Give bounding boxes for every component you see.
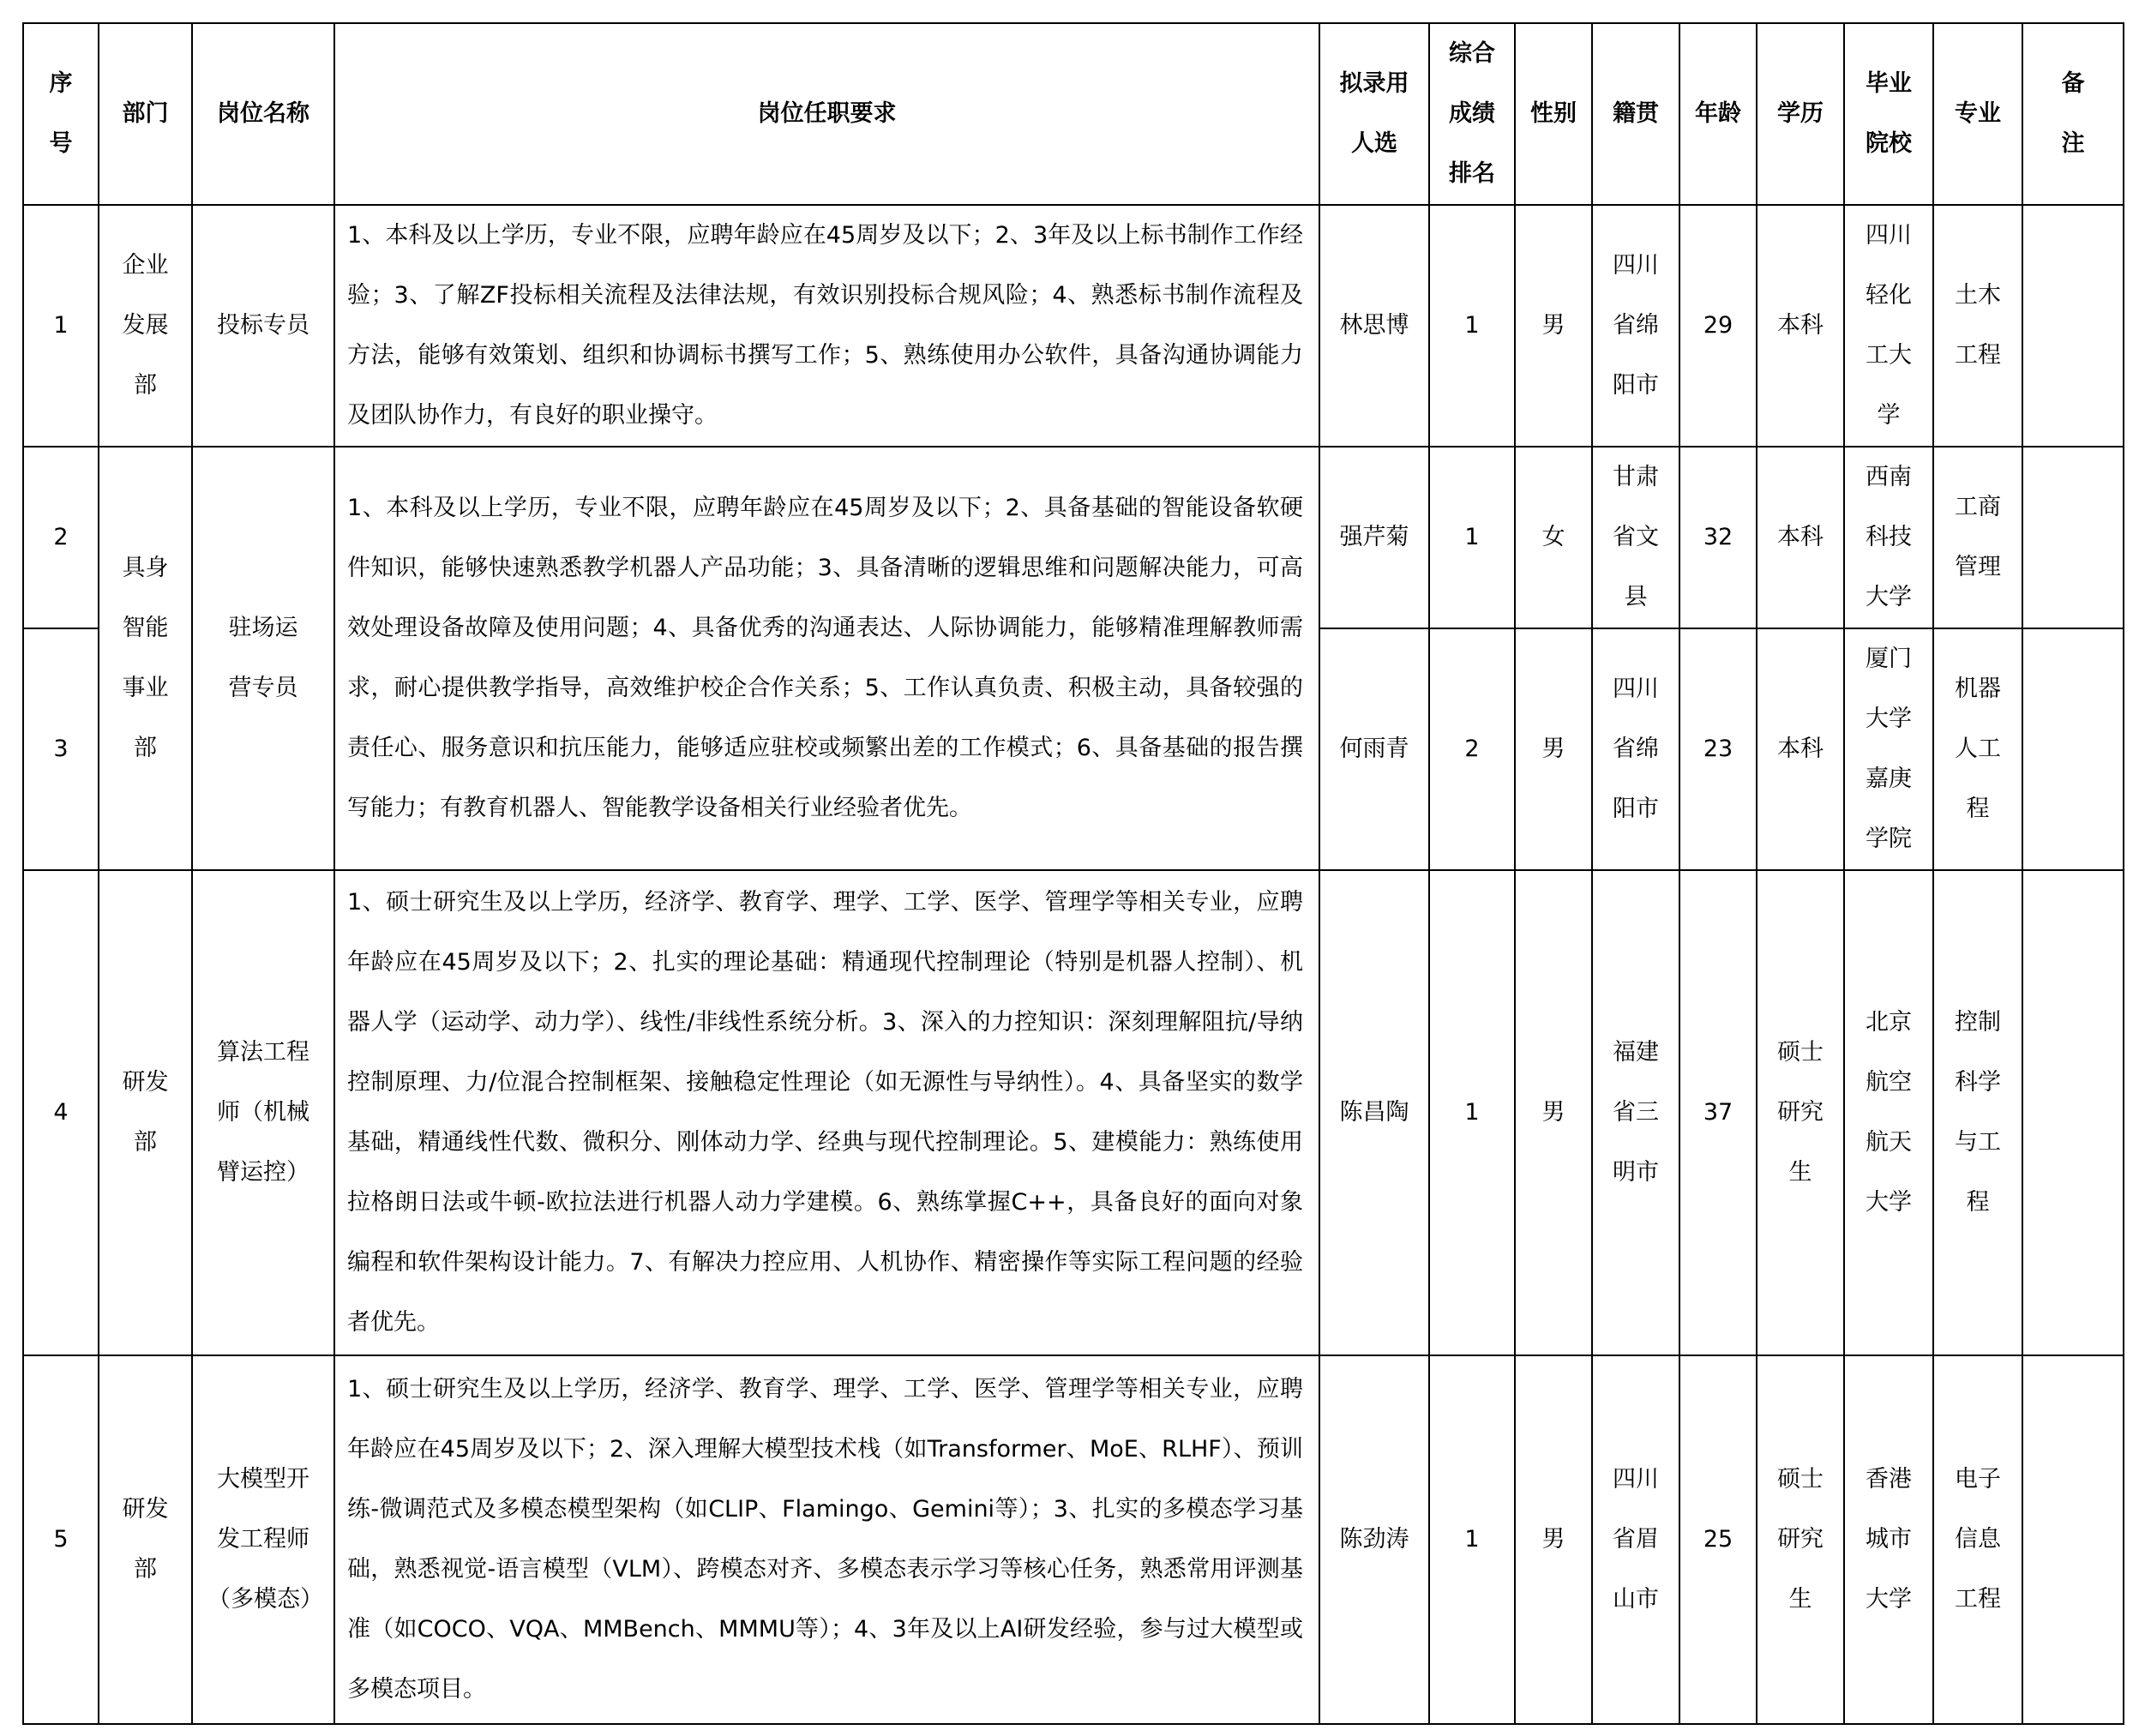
header-gender: 性别	[1515, 23, 1592, 205]
cell-origin: 四川省绵阳市	[1592, 205, 1679, 447]
cell-origin: 甘肃省文县	[1592, 447, 1679, 628]
cell-gender: 女	[1515, 447, 1592, 628]
cell-candidate: 何雨青	[1319, 628, 1429, 870]
cell-gender: 男	[1515, 1355, 1592, 1724]
cell-remark	[2022, 628, 2124, 870]
cell-seq: 5	[23, 1355, 99, 1724]
cell-school: 厦门大学嘉庚学院	[1844, 628, 1933, 870]
cell-school: 四川轻化工大学	[1844, 205, 1933, 447]
cell-education: 本科	[1757, 205, 1844, 447]
cell-seq: 2	[23, 447, 99, 628]
cell-origin: 四川省绵阳市	[1592, 628, 1679, 870]
cell-school: 香港城市大学	[1844, 1355, 1933, 1724]
table-row	[23, 870, 2124, 1355]
cell-gender: 男	[1515, 628, 1592, 870]
cell-dept: 研发部	[99, 870, 192, 1355]
cell-age: 32	[1679, 447, 1757, 628]
table-row	[23, 1355, 2124, 1724]
cell-major: 机器人工程	[1933, 628, 2022, 870]
header-education: 学历	[1757, 23, 1844, 205]
cell-education: 本科	[1757, 447, 1844, 628]
cell-education: 硕士研究生	[1757, 1355, 1844, 1724]
header-requirements: 岗位任职要求	[334, 23, 1319, 205]
cell-seq: 1	[23, 205, 99, 447]
cell-age: 37	[1679, 870, 1757, 1355]
cell-candidate: 强芹菊	[1319, 447, 1429, 628]
cell-rank: 2	[1429, 628, 1515, 870]
cell-rank: 1	[1429, 205, 1515, 447]
table-row	[23, 447, 2124, 628]
cell-rank: 1	[1429, 1355, 1515, 1724]
cell-requirements: 1、本科及以上学历，专业不限，应聘年龄应在45周岁及以下；2、3年及以上标书制作工作经验；3、了解ZF投标相关流程及法律法规，有效识别投标合规风险；4、熟悉标书制作流程及方法，能够有效策划、组织和协调标书撰写工作；5、熟练使用办公软件，具备沟通协调能力及团队协作力，有良好的职业操守。	[334, 205, 1319, 447]
cell-remark	[2022, 447, 2124, 628]
cell-age: 25	[1679, 1355, 1757, 1724]
header-age: 年龄	[1679, 23, 1757, 205]
cell-major: 工商管理	[1933, 447, 2022, 628]
cell-major: 控制科学与工程	[1933, 870, 2022, 1355]
header-dept: 部门	[99, 23, 192, 205]
header-candidate: 拟录用人选	[1319, 23, 1429, 205]
cell-gender: 男	[1515, 205, 1592, 447]
cell-major: 电子信息工程	[1933, 1355, 2022, 1724]
cell-education: 硕士研究生	[1757, 870, 1844, 1355]
cell-school: 北京航空航天大学	[1844, 870, 1933, 1355]
recruitment-table	[22, 22, 2124, 1725]
header-seq: 序号	[23, 23, 99, 205]
header-row	[23, 23, 2124, 205]
cell-origin: 福建省三明市	[1592, 870, 1679, 1355]
cell-requirements: 1、本科及以上学历，专业不限，应聘年龄应在45周岁及以下；2、具备基础的智能设备软硬件知识，能够快速熟悉教学机器人产品功能；3、具备清晰的逻辑思维和问题解决能力，可高效处理设备故障及使用问题；4、具备优秀的沟通表达、人际协调能力，能够精准理解教师需求，耐心提供教学指导，高效维护校企合作关系；5、工作认真负责、积极主动，具备较强的责任心、服务意识和抗压能力，能够适应驻校或频繁出差的工作模式；6、具备基础的报告撰写能力；有教育机器人、智能教学设备相关行业经验者优先。	[334, 447, 1319, 870]
table-row	[23, 205, 2124, 447]
cell-school: 西南科技大学	[1844, 447, 1933, 628]
header-major: 专业	[1933, 23, 2022, 205]
cell-seq: 3	[23, 628, 99, 870]
header-origin: 籍贯	[1592, 23, 1679, 205]
cell-candidate: 林思博	[1319, 205, 1429, 447]
cell-position: 算法工程师（机械臂运控）	[192, 870, 334, 1355]
header-position: 岗位名称	[192, 23, 334, 205]
cell-position: 投标专员	[192, 205, 334, 447]
cell-age: 23	[1679, 628, 1757, 870]
cell-requirements: 1、硕士研究生及以上学历，经济学、教育学、理学、工学、医学、管理学等相关专业，应聘年龄应在45周岁及以下；2、深入理解大模型技术栈（如Transformer、MoE、RLHF）、预训练-微调范式及多模态模型架构（如CLIP、Flamingo、Gemini等）；3、扎实的多模态学习基础，熟悉视觉-语言模型（VLM）、跨模态对齐、多模态表示学习等核心任务，熟悉常用评测基准（如COCO、VQA、MMBench、MMMU等）；4、3年及以上AI研发经验，参与过大模型或多模态项目。	[334, 1355, 1319, 1724]
cell-major: 土木工程	[1933, 205, 2022, 447]
cell-requirements: 1、硕士研究生及以上学历，经济学、教育学、理学、工学、医学、管理学等相关专业，应聘年龄应在45周岁及以下；2、扎实的理论基础：精通现代控制理论（特别是机器人控制）、机器人学（运动学、动力学）、线性/非线性系统分析。3、深入的力控知识：深刻理解阻抗/导纳控制原理、力/位混合控制框架、接触稳定性理论（如无源性与导纳性）。4、具备坚实的数学基础，精通线性代数、微积分、刚体动力学、经典与现代控制理论。5、建模能力：熟练使用拉格朗日法或牛顿-欧拉法进行机器人动力学建模。6、熟练掌握C++，具备良好的面向对象编程和软件架构设计能力。7、有解决力控应用、人机协作、精密操作等实际工程问题的经验者优先。	[334, 870, 1319, 1355]
cell-remark	[2022, 870, 2124, 1355]
cell-dept: 企业发展部	[99, 205, 192, 447]
cell-dept: 具身智能事业部	[99, 447, 192, 870]
header-school: 毕业院校	[1844, 23, 1933, 205]
cell-age: 29	[1679, 205, 1757, 447]
cell-remark	[2022, 1355, 2124, 1724]
header-remark: 备注	[2022, 23, 2124, 205]
cell-gender: 男	[1515, 870, 1592, 1355]
cell-candidate: 陈昌陶	[1319, 870, 1429, 1355]
cell-position: 驻场运营专员	[192, 447, 334, 870]
cell-candidate: 陈劲涛	[1319, 1355, 1429, 1724]
cell-rank: 1	[1429, 870, 1515, 1355]
cell-origin: 四川省眉山市	[1592, 1355, 1679, 1724]
cell-rank: 1	[1429, 447, 1515, 628]
header-rank: 综合成绩排名	[1429, 23, 1515, 205]
cell-dept: 研发部	[99, 1355, 192, 1724]
cell-remark	[2022, 205, 2124, 447]
cell-education: 本科	[1757, 628, 1844, 870]
cell-position: 大模型开发工程师（多模态）	[192, 1355, 334, 1724]
cell-seq: 4	[23, 870, 99, 1355]
